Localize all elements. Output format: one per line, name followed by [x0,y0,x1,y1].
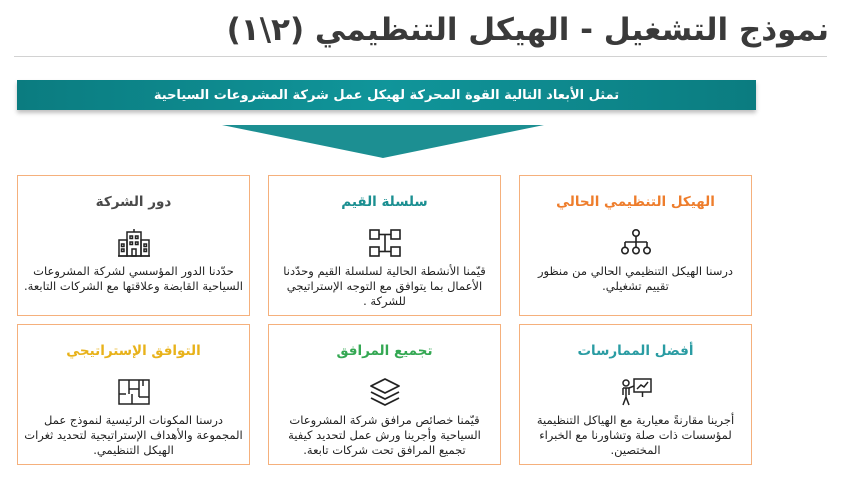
page-title: نموذج التشغيل - الهيكل التنظيمي (٢\١) [226,12,829,48]
card-title: تجميع المرافق [336,343,433,359]
layers-icon [368,377,402,407]
flow-diagram-icon [368,228,402,258]
card-description: أجرينا مقارنةً معيارية مع الهياكل التنظيمية لمؤسسات ذات صلة وتشاورنا مع الخبراء المختصين. [536,413,735,457]
card-description: حدّدنا الدور المؤسسي لشركة المشروعات السياحية القابضة وعلاقتها مع الشركات التابعة. [24,264,243,293]
floorplan-icon [117,377,151,407]
card-description: درسنا الهيكل التنظيمي الحالي من منظور تقييم تشغيلي. [537,264,734,293]
card-company-role [17,175,250,316]
card-description: قيّمنا خصائص مرافق شركة المشروعات السياحية وأجرينا ورش عمل لتحديد كيفية تجميع المرافق تحت شركات تابعة. [288,413,481,457]
card-current-structure [519,175,752,316]
card-strategic-alignment [17,324,250,465]
card-title: الهيكل التنظيمي الحالي [556,194,715,210]
dimensions-banner: تمثل الأبعاد التالية القوة المحركة لهيكل عمل شركة المشروعات السياحية [17,80,756,110]
title-divider [14,56,827,57]
card-title: أفضل الممارسات [577,343,694,359]
org-chart-icon [619,228,653,258]
card-description: قيّمنا الأنشطة الحالية لسلسلة القيم وحدّدنا الأعمال بما يتوافق مع التوجه الإستراتيجي للشركة . [283,264,486,308]
card-title: التوافق الإستراتيجي [66,343,201,359]
card-description: درسنا المكونات الرئيسية لنموذج عمل المجموعة والأهداف الإستراتيجية لتحديد ثغرات الهيكل التنظيمي. [24,413,243,457]
card-facilities-grouping [268,324,501,465]
card-title: دور الشركة [95,194,172,210]
building-icon [117,228,151,258]
presenter-icon [619,377,653,407]
card-title: سلسلة القيم [341,194,428,210]
card-value-chain [268,175,501,316]
down-arrow-icon [222,125,544,158]
card-best-practices [519,324,752,465]
